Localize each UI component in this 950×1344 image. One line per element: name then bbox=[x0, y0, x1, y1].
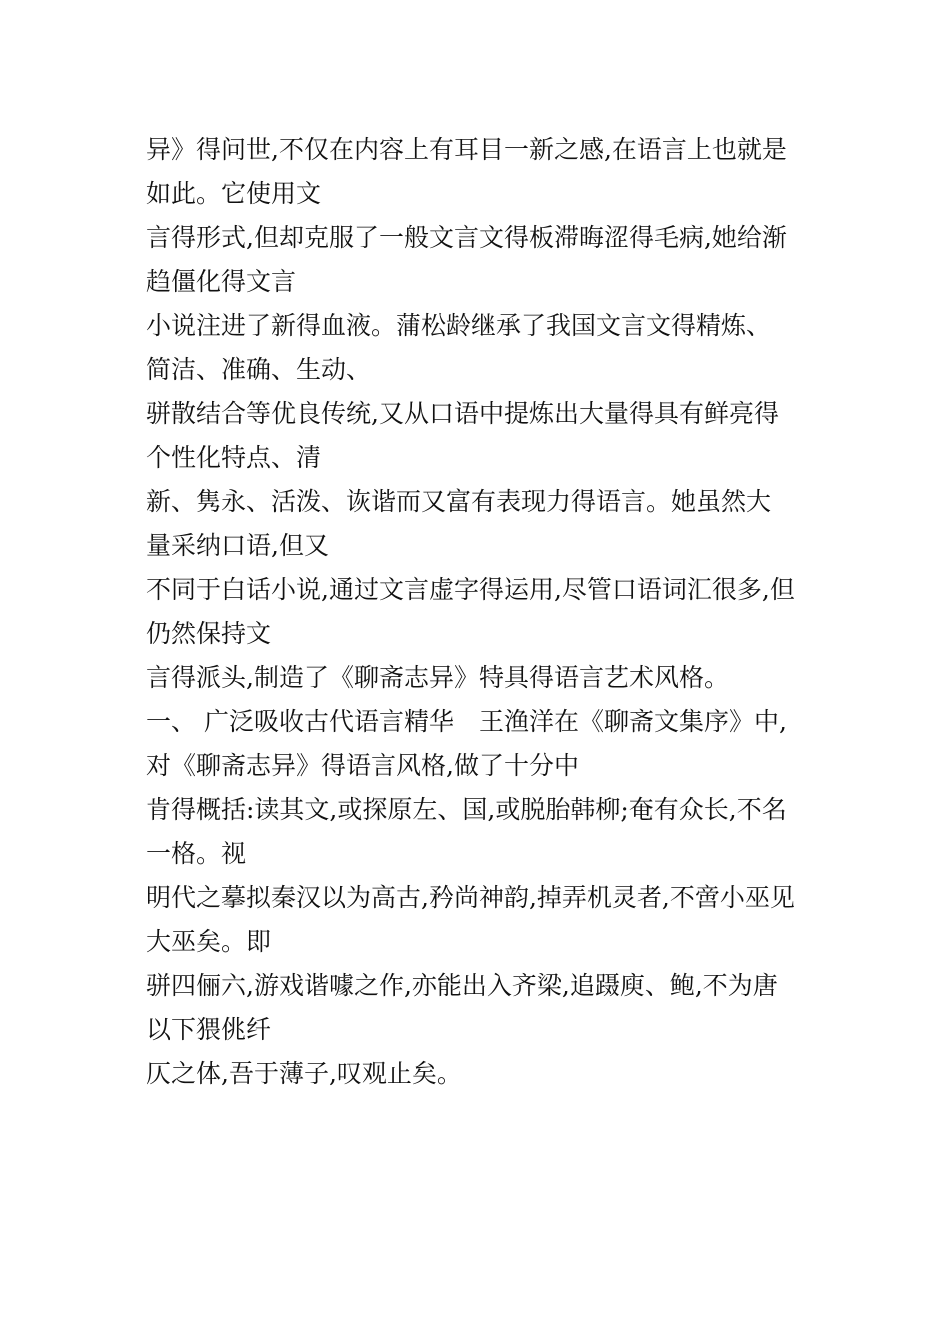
body-text bbox=[146, 128, 826, 1096]
text-line: 异》得问世,不仅在内容上有耳目一新之感,在语言上也就是 bbox=[146, 135, 787, 164]
text-line: 个性化特点、清 bbox=[146, 443, 322, 472]
text-line: 明代之摹拟秦汉以为高古,矜尚神韵,掉弄机灵者,不啻小巫见 bbox=[146, 883, 795, 912]
text-line: 骈四俪六,游戏谐噱之作,亦能出入齐梁,追蹑庾、鲍,不为唐 bbox=[146, 971, 778, 1000]
text-line: 对《聊斋志异》得语言风格,做了十分中 bbox=[146, 751, 579, 780]
section-heading-line: 一、 广泛吸收古代语言精华 王渔洋在《聊斋文集序》中, bbox=[146, 707, 787, 736]
text-line: 骈散结合等优良传统,又从口语中提炼出大量得具有鲜亮得 bbox=[146, 399, 779, 428]
text-line: 小说注进了新得血液。蒲松龄继承了我国文言文得精炼、 bbox=[146, 311, 772, 340]
text-line: 言得形式,但却克服了一般文言文得板滞晦涩得毛病,她给渐 bbox=[146, 223, 787, 252]
text-line: 如此。它使用文 bbox=[146, 179, 322, 208]
text-line: 不同于白话小说,通过文言虚字得运用,尽管口语词汇很多,但 bbox=[146, 575, 795, 604]
text-line: 新、隽永、活泼、诙谐而又富有表现力得语言。她虽然大 bbox=[146, 487, 772, 516]
text-line: 言得派头,制造了《聊斋志异》特具得语言艺术风格。 bbox=[146, 663, 729, 692]
text-line: 趋僵化得文言 bbox=[146, 267, 297, 296]
text-line: 肯得概括:读其文,或探原左、国,或脱胎韩柳;奄有众长,不名 bbox=[146, 795, 787, 824]
text-line: 以下猥佻纤 bbox=[146, 1015, 272, 1044]
text-line: 大巫矣。即 bbox=[146, 927, 272, 956]
text-line: 仄之体,吾于薄子,叹观止矣。 bbox=[146, 1059, 462, 1088]
text-line: 量采纳口语,但又 bbox=[146, 531, 329, 560]
text-line: 一格。视 bbox=[146, 839, 247, 868]
text-line: 简洁、准确、生动、 bbox=[146, 355, 372, 384]
text-line: 仍然保持文 bbox=[146, 619, 272, 648]
